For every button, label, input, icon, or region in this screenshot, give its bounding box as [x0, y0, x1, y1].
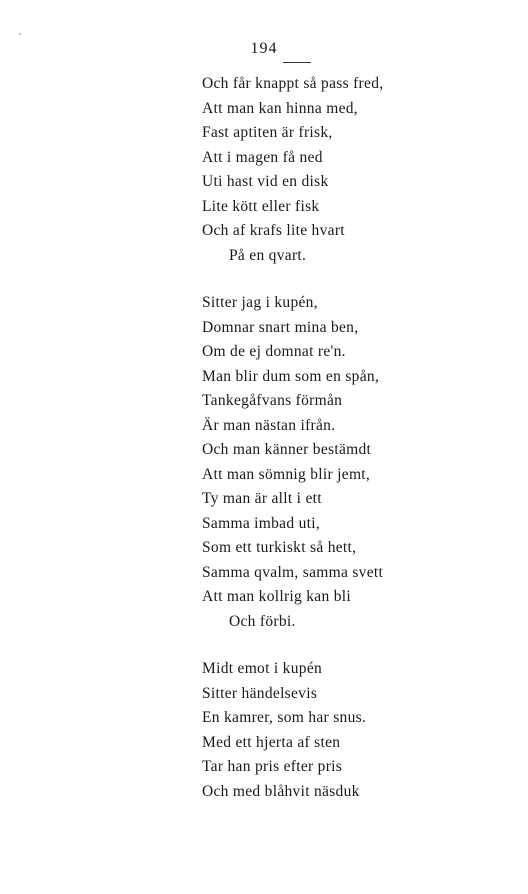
stanza-2	[202, 291, 502, 634]
page-number-rule	[283, 62, 311, 63]
verse-line: Är man nästan ifrån.	[202, 416, 336, 434]
page-number: 194	[250, 40, 278, 57]
verse-line: Med ett hjerta af sten	[202, 733, 341, 751]
verse-line: Och med blåhvit näsduk	[202, 782, 360, 800]
verse-line: Att man kan hinna med,	[202, 99, 358, 117]
verse-line: Fast aptiten är frisk,	[202, 124, 333, 141]
verse-line: Och får knappt så pass fred,	[202, 75, 384, 92]
verse-line: Samma imbad uti,	[202, 514, 321, 532]
verse-line: Ty man är allt i ett	[202, 490, 322, 507]
verse-line: Och af krafs lite hvart	[202, 222, 345, 239]
verse-line: Att i magen få ned	[202, 148, 323, 166]
stanza-1	[202, 72, 502, 268]
verse-line: Som ett turkiskt så hett,	[202, 539, 357, 556]
verse-line: Att man kollrig kan bli	[202, 588, 351, 605]
verse-line-refrain: Och förbi.	[229, 612, 296, 630]
verse-line: Lite kött eller fisk	[202, 197, 320, 215]
verse-line: Samma qvalm, samma svett	[202, 563, 384, 581]
verse-line: Och man känner bestämdt	[202, 441, 372, 458]
verse-line: Sitter jag i kupén,	[202, 294, 318, 311]
verse-line: En kamrer, som har snus.	[202, 709, 367, 726]
verse-line: Man blir dum som en spån,	[202, 367, 380, 385]
verse-line-refrain: På en qvart.	[229, 246, 307, 264]
stanza-3	[202, 657, 502, 804]
verse-line: Att man sömnig blir jemt,	[202, 465, 371, 483]
verse-line: Om de ej domnat re'n.	[202, 343, 346, 360]
verse-line: Domnar snart mina ben,	[202, 318, 359, 336]
margin-speck	[19, 33, 21, 35]
verse-line: Midt emot i kupén	[202, 660, 323, 677]
verse-line: Uti hast vid en disk	[202, 173, 329, 190]
poem-body	[202, 72, 502, 804]
verse-line: Sitter händelsevis	[202, 684, 318, 702]
verse-line: Tankegåfvans förmån	[202, 392, 343, 409]
verse-line: Tar han pris efter pris	[202, 758, 343, 775]
